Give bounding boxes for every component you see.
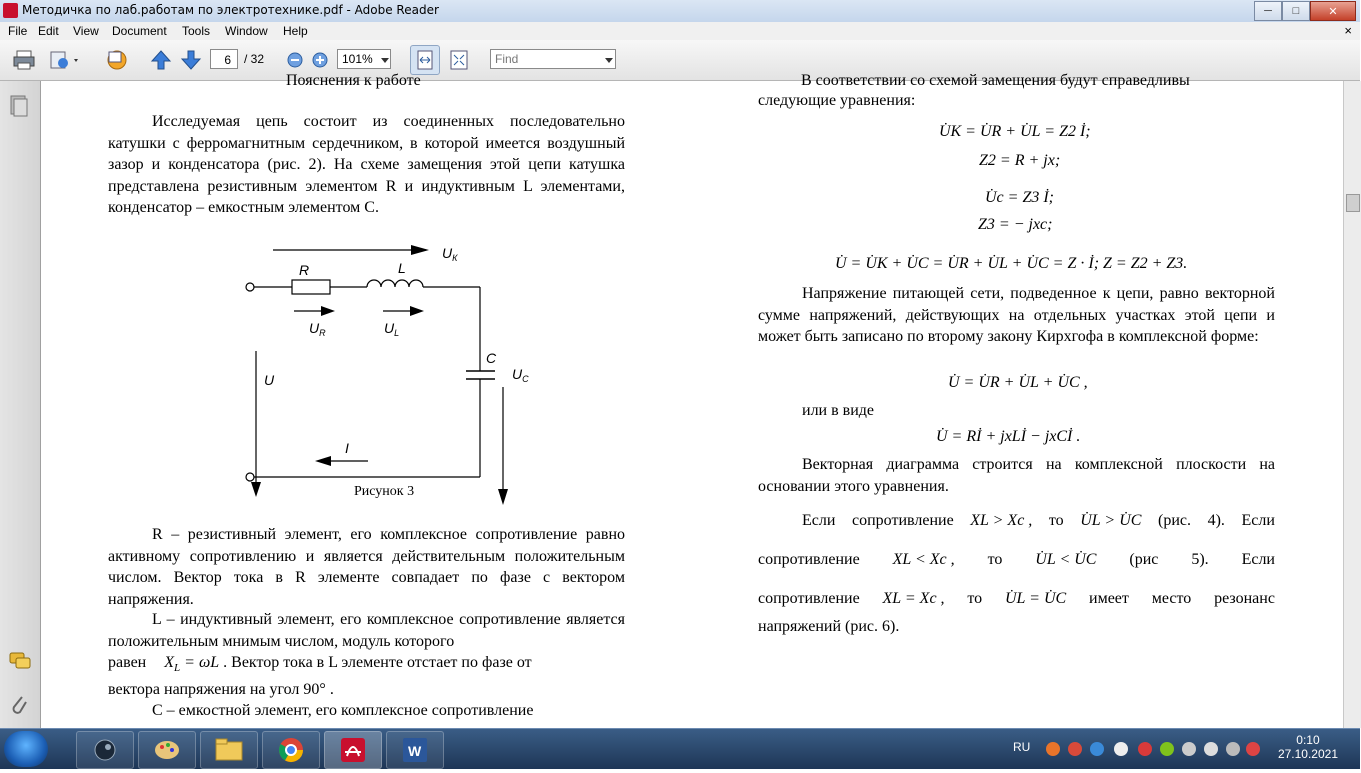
fit-page-width-icon[interactable] xyxy=(410,45,440,75)
navigation-panel xyxy=(0,81,41,728)
u-label: U xyxy=(264,372,275,388)
left-paragraph-3-line-3 xyxy=(108,654,532,674)
right-last-line: напряжений (рис. 6). xyxy=(758,618,900,635)
equation-2: Z2 = R + jx; xyxy=(979,152,1061,169)
flag-icon[interactable] xyxy=(1226,742,1240,756)
uk-label: $U_К$ xyxy=(442,245,458,263)
fit-window-icon[interactable] xyxy=(448,48,470,72)
tray-app-icon[interactable] xyxy=(1138,742,1152,756)
page-number-input[interactable]: 6 xyxy=(210,49,238,69)
section-heading: Пояснения к работе xyxy=(286,72,421,89)
next-page-icon[interactable] xyxy=(180,48,202,72)
figure-caption: Рисунок 3 xyxy=(354,484,415,499)
word-raven: равен xyxy=(108,654,147,671)
close-button[interactable]: ✕ xyxy=(1310,1,1356,21)
collaborate-icon[interactable] xyxy=(104,48,130,72)
explorer-taskbar-icon[interactable] xyxy=(200,731,258,769)
find-input[interactable]: Find xyxy=(490,49,616,69)
equation-5: U̇ = U̇К + U̇C = U̇R + U̇L + U̇C = Z · İ; Z = Z2 + Z3. xyxy=(835,255,1188,272)
uc-label: $U_C$ xyxy=(512,366,529,384)
left-paragraph-2: R – резистивный элемент, его комплексное сопротивление равно активному сопротивлению и является действительным положительным числом. Вектор тока в R элементе совпадает по фазе с вектором напряжения. xyxy=(108,526,625,608)
maximize-button[interactable]: □ xyxy=(1282,1,1310,21)
adobe-reader-icon xyxy=(3,3,18,18)
equation-1: U̇К = U̇R + U̇L = Z2 İ; xyxy=(939,123,1091,140)
share-icon[interactable] xyxy=(48,48,82,72)
left-paragraph-3-line-4: вектора напряжения на угол 90° . xyxy=(108,681,334,698)
nvidia-icon[interactable] xyxy=(1160,742,1174,756)
tray-app-icon[interactable] xyxy=(1246,742,1260,756)
menu-document[interactable]: Document xyxy=(112,24,167,38)
start-button[interactable] xyxy=(4,731,48,767)
menu-window[interactable]: Window xyxy=(225,24,268,38)
equation-3: U̇c = Z3 İ; xyxy=(985,189,1055,206)
language-indicator[interactable]: RU xyxy=(1013,740,1031,754)
system-tray xyxy=(1010,729,1360,769)
tray-app-icon[interactable] xyxy=(1068,742,1082,756)
vertical-scrollbar[interactable] xyxy=(1343,81,1361,728)
i-label: I xyxy=(345,440,349,456)
document-page xyxy=(41,72,1343,728)
condition-line-3: сопротивление XL = Xc , то U̇L = U̇C имеет место резонанс xyxy=(758,590,1275,607)
window-title: Методичка по лаб.работам по электротехнике.pdf - Adobe Reader xyxy=(22,3,439,17)
right-line-equations-intro: следующие уравнения: xyxy=(758,92,916,109)
condition-line-2: сопротивление XL < Xc , то U̇L < U̇C (рис 5). Если xyxy=(758,551,1275,568)
right-top-line: В соответствии со схемой замещения будут справедливы xyxy=(801,72,1190,89)
circuit-diagram xyxy=(231,239,551,509)
previous-page-icon[interactable] xyxy=(150,48,172,72)
condition-line-1: Если сопротивление XL > Xc , то U̇L > U̇C (рис. 4). Если xyxy=(802,512,1275,529)
zoom-out-icon[interactable] xyxy=(286,48,304,72)
l-label: L xyxy=(398,260,406,276)
left-paragraph-3: L – индуктивный элемент, его комплексное сопротивление является положительным мнимым числом, модуль которого xyxy=(108,611,625,650)
word-taskbar-icon[interactable] xyxy=(386,731,444,769)
right-paragraph-2: Векторная диаграмма строится на комплексной плоскости на основании этого уравнения. xyxy=(758,456,1275,495)
menu-bar xyxy=(0,22,1360,40)
or-text: или в виде xyxy=(802,402,875,419)
taskbar xyxy=(0,728,1360,769)
find-dropdown-chevron-icon[interactable] xyxy=(605,48,613,72)
c-label: C xyxy=(486,350,497,366)
menu-file[interactable]: File xyxy=(8,24,28,38)
menu-view[interactable]: View xyxy=(73,24,99,38)
resistor-r xyxy=(292,280,330,294)
menu-tools[interactable]: Tools xyxy=(182,24,211,38)
inductor-l xyxy=(367,280,423,287)
volume-icon[interactable] xyxy=(1204,742,1218,756)
attachments-icon[interactable] xyxy=(10,693,28,722)
tray-app-icon[interactable] xyxy=(1090,742,1104,756)
r-label: R xyxy=(299,262,310,278)
adobe-reader-taskbar-icon[interactable] xyxy=(324,731,382,769)
network-icon[interactable] xyxy=(1182,742,1196,756)
menu-edit[interactable]: Edit xyxy=(38,24,59,38)
chrome-taskbar-icon[interactable] xyxy=(262,731,320,769)
menu-help[interactable]: Help xyxy=(283,24,308,38)
title-bar xyxy=(0,0,1360,23)
scrollbar-thumb[interactable] xyxy=(1346,194,1360,212)
left-paragraph-1: Исследуемая цепь состоит из соединенных последовательно катушки с ферромагнитным сердечником, в которой имеется воздушный зазор и конденсатора (рис. 2). На схеме замещения этой цепи катушка представлена резистивным элементом R и индуктивным L элементами, конденсатор – емкостным элементом C. xyxy=(108,113,625,216)
tray-app-icon[interactable] xyxy=(1046,742,1060,756)
steam-taskbar-icon[interactable] xyxy=(76,731,134,769)
left-paragraph-4: C – емкостной элемент, его комплексное сопротивление xyxy=(152,702,534,719)
equation-7: U̇ = Rİ + jxLİ − jxCİ . xyxy=(936,428,1081,445)
text-vector-lag: . Вектор тока в L элементе отстает по фазе от xyxy=(223,654,532,671)
zoom-in-icon[interactable] xyxy=(311,48,329,72)
right-paragraph-1: Напряжение питающей сети, подведенное к цепи, равно векторной сумме напряжений, действующих на отдельных участках этой цепи и может быть записано по второму закону Кирхгофа в комплексной форме: xyxy=(758,285,1275,345)
ur-label: $U_R$ xyxy=(309,320,326,338)
formula-xl: $X_L = \omega L$ xyxy=(164,654,220,675)
equation-6: U̇ = U̇R + U̇L + U̇C , xyxy=(948,374,1088,391)
tray-app-icon[interactable] xyxy=(1114,742,1128,756)
clock[interactable]: 0:10 27.10.2021 xyxy=(1277,733,1338,761)
minimize-button[interactable]: ─ xyxy=(1254,1,1282,21)
paint-taskbar-icon[interactable] xyxy=(138,731,196,769)
page-total: / 32 xyxy=(244,52,265,66)
equation-4: Z3 = − jxc; xyxy=(978,216,1053,233)
zoom-dropdown-chevron-icon[interactable] xyxy=(381,48,389,72)
print-icon[interactable] xyxy=(12,48,36,72)
ul-label: $U_L$ xyxy=(384,320,400,338)
zoom-select[interactable]: 101% xyxy=(337,49,391,69)
comments-icon[interactable] xyxy=(9,651,31,676)
svg-text:W: W xyxy=(408,743,422,759)
document-close-icon[interactable]: × xyxy=(1344,23,1352,38)
pages-panel-icon[interactable] xyxy=(10,95,28,122)
